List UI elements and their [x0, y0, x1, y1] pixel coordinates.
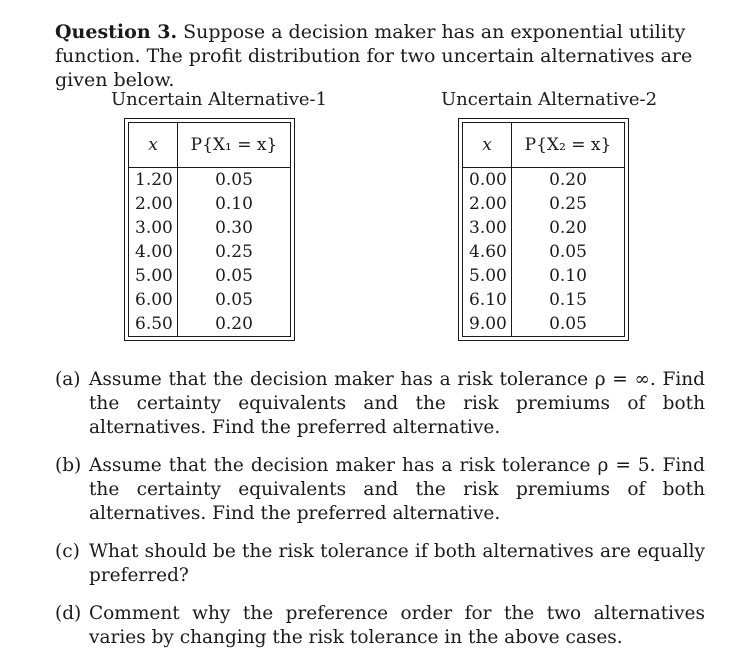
cell-probability: 0.10: [215, 194, 253, 214]
cell-x: 6.10: [463, 288, 512, 312]
part-d: [55, 602, 705, 650]
part-a-label: (a): [55, 369, 81, 390]
part-b: [55, 454, 705, 526]
question-text: Suppose a decision maker has an exponential utility function. The profit distribution for two uncertain alternatives are given below.: [55, 21, 693, 91]
table-row: [463, 288, 624, 312]
cell-probability: 0.30: [215, 218, 253, 238]
cell-x: 5.00: [129, 264, 178, 288]
cell-x: 9.00: [463, 312, 512, 336]
part-b-label: (b): [55, 455, 82, 476]
cell-probability: 0.25: [549, 194, 587, 214]
part-c-label: (c): [55, 541, 80, 562]
table-row: [129, 167, 290, 192]
table-row: [463, 216, 624, 240]
table-2-header-p: P{X₂ = x}: [524, 135, 612, 155]
cell-probability: 0.05: [178, 167, 290, 192]
table-1: [129, 123, 290, 336]
question-label: Question 3.: [55, 21, 178, 43]
question-statement: [55, 20, 715, 92]
table-2-frame: [458, 118, 629, 341]
table-2-header-x: x: [463, 123, 512, 167]
table-row: [463, 240, 624, 264]
table-row: [129, 312, 290, 336]
cell-probability: 0.05: [549, 242, 587, 262]
cell-x: 3.00: [463, 216, 512, 240]
cell-probability: 0.05: [549, 314, 587, 334]
part-a: [55, 368, 705, 440]
cell-x: 4.60: [463, 240, 512, 264]
table-row: [129, 192, 290, 216]
table-row: [129, 216, 290, 240]
table-2: [463, 123, 624, 336]
table-1-header-p: P{X₁ = x}: [190, 135, 278, 155]
cell-probability: 0.25: [215, 242, 253, 262]
cell-x: 1.20: [129, 167, 178, 192]
cell-probability: 0.05: [215, 266, 253, 286]
cell-probability: 0.20: [512, 167, 624, 192]
cell-x: 6.50: [129, 312, 178, 336]
cell-probability: 0.20: [215, 314, 253, 334]
table-row: [463, 192, 624, 216]
table-row: [129, 264, 290, 288]
part-a-text: Assume that the decision maker has a risk tolerance ρ = ∞. Find the certainty equivalents and the risk premiums of both alternatives. Find the preferred alternative.: [89, 369, 705, 438]
table-row: [463, 264, 624, 288]
part-c-text: What should be the risk tolerance if both alternatives are equally preferred?: [89, 541, 705, 586]
cell-probability: 0.15: [549, 290, 587, 310]
table-2-caption: Uncertain Alternative-2: [441, 89, 658, 110]
part-c: [55, 540, 705, 588]
cell-probability: 0.10: [549, 266, 587, 286]
cell-x: 2.00: [463, 192, 512, 216]
cell-x: 4.00: [129, 240, 178, 264]
table-row: [463, 312, 624, 336]
table-1-caption: Uncertain Alternative-1: [111, 89, 328, 110]
cell-x: 3.00: [129, 216, 178, 240]
part-b-text: Assume that the decision maker has a risk tolerance ρ = 5. Find the certainty equivalents and the risk premiums of both alternatives. Find the preferred alternative.: [89, 455, 705, 524]
cell-probability: 0.20: [549, 218, 587, 238]
table-row: [463, 167, 624, 192]
table-1-header-x: x: [129, 123, 178, 167]
sub-questions: [55, 368, 705, 664]
part-d-text: Comment why the preference order for the two alternatives varies by changing the risk tolerance in the above cases.: [89, 603, 705, 648]
cell-x: 2.00: [129, 192, 178, 216]
table-row: [129, 240, 290, 264]
table-row: [129, 288, 290, 312]
table-1-frame: [124, 118, 295, 341]
cell-x: 0.00: [463, 167, 512, 192]
cell-x: 6.00: [129, 288, 178, 312]
part-d-label: (d): [55, 603, 82, 624]
cell-x: 5.00: [463, 264, 512, 288]
cell-probability: 0.05: [215, 290, 253, 310]
